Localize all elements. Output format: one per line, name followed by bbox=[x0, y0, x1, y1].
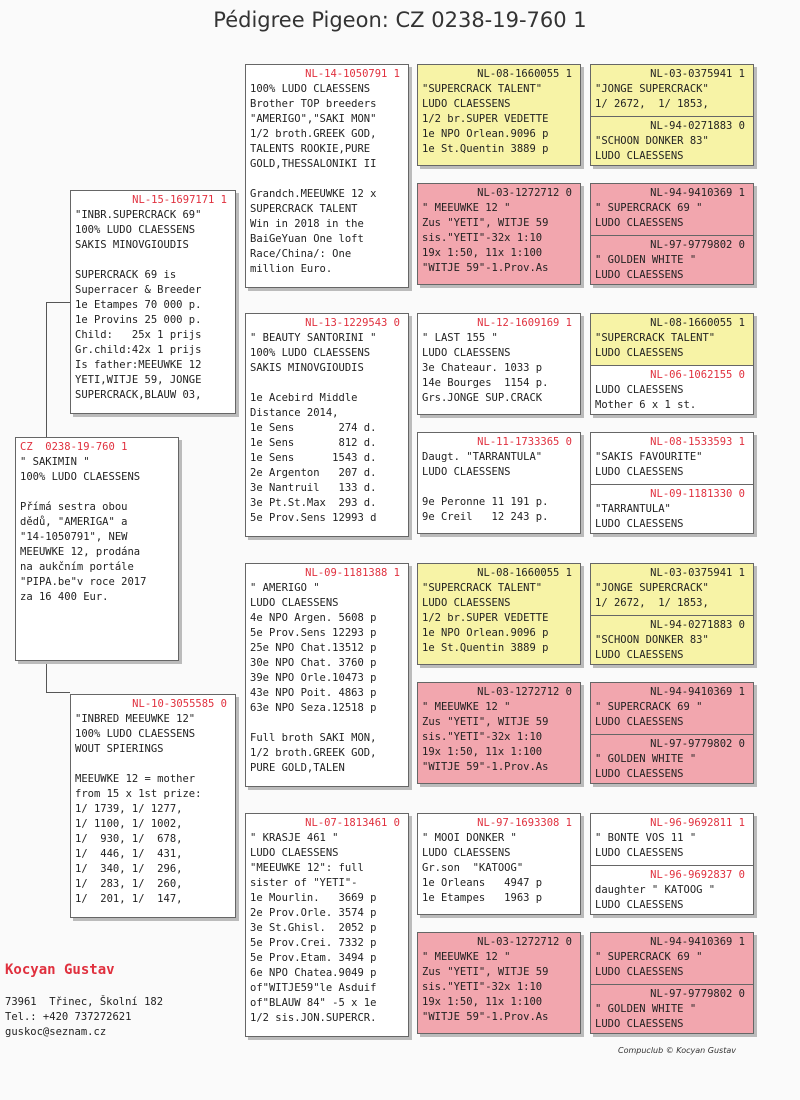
pigeon-detail-line: Superracer & Breeder bbox=[75, 284, 202, 296]
pigeon-detail-line: 43e NPO Poit. 4863 p bbox=[250, 687, 377, 699]
pigeon-detail-line: TALENTS ROOKIE,PURE bbox=[250, 143, 371, 155]
pigeon-detail-line: 1e Sens 274 d. bbox=[250, 422, 377, 434]
pigeon-detail-line: 1e Orleans 4947 p bbox=[422, 877, 543, 889]
pigeon-detail-line: Full broth SAKI MON, bbox=[250, 732, 377, 744]
pigeon-detail-line: "WITJE 59"-1.Prov.As bbox=[422, 761, 549, 773]
pigeon-detail-line: Grs.JONGE SUP.CRACK bbox=[422, 392, 543, 404]
pigeon-detail-line: LUDO CLAESSENS bbox=[595, 649, 684, 661]
owner-name: Kocyan Gustav bbox=[5, 962, 115, 978]
pigeon-detail-line: YETI,WITJE 59, JONGE bbox=[75, 374, 202, 386]
pigeon-detail-line: 1e Sens 1543 d. bbox=[250, 452, 377, 464]
pigeon-detail-line: 1/ 2672, 1/ 1853, bbox=[595, 98, 709, 110]
pigeon-detail-line: LUDO CLAESSENS bbox=[595, 150, 684, 162]
pigeon-ring-number: NL-96-9692811 1 bbox=[650, 817, 745, 829]
pigeon-card-g4-8 bbox=[591, 564, 753, 615]
pigeon-card-g4-7 bbox=[591, 484, 753, 534]
pigeon-detail-line: 1/2 broth.GREEK GOD, bbox=[250, 128, 377, 140]
pigeon-detail-line: "SUPERCRACK TALENT" bbox=[595, 332, 716, 344]
pigeon-detail-line: 19x 1:50, 11x 1:100 bbox=[422, 746, 543, 758]
pigeon-detail-line: 1e St.Quentin 3889 p bbox=[422, 143, 549, 155]
pigeon-detail-line: "SCHOON DONKER 83" bbox=[595, 634, 709, 646]
pigeon-details bbox=[595, 831, 749, 861]
pigeon-detail-line: Child: 25x 1 prijs bbox=[75, 329, 202, 341]
pigeon-pair-7 bbox=[590, 932, 754, 1034]
pigeon-detail-line: "SUPERCRACK TALENT" bbox=[422, 582, 543, 594]
pigeon-detail-line: " BONTE VOS 11 " bbox=[595, 832, 697, 844]
pigeon-detail-line: Mother 6 x 1 st. bbox=[595, 399, 697, 411]
pigeon-ring-number: NL-94-9410369 1 bbox=[650, 686, 745, 698]
pigeon-card-g4-6 bbox=[591, 433, 753, 484]
pigeon-detail-line: 5e Prov.Crei. 7332 p bbox=[250, 937, 377, 949]
pigeon-ring-number: NL-97-9779802 0 bbox=[650, 738, 745, 750]
pigeon-detail-line: 1/2 br.SUPER VEDETTE bbox=[422, 612, 549, 624]
pigeon-details bbox=[595, 331, 749, 361]
pigeon-detail-line: " MEEUWKE 12 " bbox=[422, 701, 511, 713]
pigeon-details bbox=[75, 712, 231, 907]
owner-email: guskoc@seznam.cz bbox=[5, 1026, 107, 1038]
pigeon-detail-line: 9e Peronne 11 191 p. bbox=[422, 496, 549, 508]
pigeon-card-mm bbox=[245, 813, 409, 1037]
pigeon-detail-line: 100% LUDO CLAESSENS bbox=[20, 471, 141, 483]
pigeon-details bbox=[422, 201, 576, 276]
pigeon-pair-0 bbox=[590, 64, 754, 166]
pigeon-card-g4-1 bbox=[591, 116, 753, 166]
pigeon-detail-line: LUDO CLAESSENS bbox=[250, 597, 339, 609]
pigeon-detail-line bbox=[250, 716, 404, 731]
pigeon-detail-line: 3e St.Ghisl. 2052 p bbox=[250, 922, 377, 934]
pigeon-detail-line: 1/ 201, 1/ 147, bbox=[75, 893, 183, 905]
pigeon-details bbox=[422, 950, 576, 1025]
pigeon-detail-line: 1e Etampes 70 000 p. bbox=[75, 299, 202, 311]
pigeon-detail-line: LUDO CLAESSENS bbox=[250, 847, 339, 859]
pigeon-detail-line: Zus "YETI", WITJE 59 bbox=[422, 716, 549, 728]
pigeon-card-g3-3 bbox=[417, 432, 581, 534]
pigeon-detail-line: "INBRED MEEUWKE 12" bbox=[75, 713, 196, 725]
pigeon-detail-line: LUDO CLAESSENS bbox=[595, 518, 684, 530]
pigeon-details bbox=[595, 1002, 749, 1032]
pigeon-detail-line: SAKIS MINOVGIOUDIS bbox=[250, 362, 364, 374]
pigeon-card-g4-13 bbox=[591, 865, 753, 915]
pigeon-ring-number: NL-08-1660055 1 bbox=[477, 567, 572, 579]
pigeon-detail-line: daughter " KATOOG " bbox=[595, 884, 716, 896]
pigeon-detail-line: "14-1050791", NEW bbox=[20, 531, 128, 543]
pigeon-ring-number: NL-03-1272712 0 bbox=[477, 936, 572, 948]
pigeon-detail-line: 1e NPO Orlean.9096 p bbox=[422, 627, 549, 639]
pigeon-details bbox=[250, 581, 404, 776]
pigeon-detail-line: LUDO CLAESSENS bbox=[595, 899, 684, 911]
pigeon-detail-line bbox=[75, 253, 231, 268]
pigeon-detail-line: 2e Argenton 207 d. bbox=[250, 467, 377, 479]
pigeon-detail-line: LUDO CLAESSENS bbox=[595, 716, 684, 728]
pigeon-detail-line: SUPERCRACK TALENT bbox=[250, 203, 358, 215]
pigeon-details bbox=[595, 134, 749, 164]
pigeon-details bbox=[595, 383, 749, 413]
pigeon-ring-number: NL-13-1229543 0 bbox=[305, 317, 400, 329]
pigeon-detail-line: " SUPERCRACK 69 " bbox=[595, 951, 703, 963]
pigeon-detail-line: "SUPERCRACK TALENT" bbox=[422, 83, 543, 95]
pigeon-detail-line: 3e Chateaur. 1033 p bbox=[422, 362, 543, 374]
pigeon-detail-line: 5e Prov.Sens 12293 p bbox=[250, 627, 377, 639]
pigeon-card-g4-4 bbox=[591, 314, 753, 365]
pigeon-card-g3-7 bbox=[417, 932, 581, 1034]
pigeon-pair-6 bbox=[590, 813, 754, 915]
pigeon-ring-number: NL-08-1660055 1 bbox=[477, 68, 572, 80]
pigeon-detail-line: 6e NPO Chatea.9049 p bbox=[250, 967, 377, 979]
pigeon-card-mf bbox=[245, 563, 409, 787]
pigeon-detail-line: SAKIS MINOVGIOUDIS bbox=[75, 239, 189, 251]
pigeon-detail-line: " LAST 155 " bbox=[422, 332, 498, 344]
pigeon-detail-line: LUDO CLAESSENS bbox=[595, 347, 684, 359]
pigeon-detail-line: LUDO CLAESSENS bbox=[595, 384, 684, 396]
pigeon-detail-line bbox=[75, 757, 231, 772]
pigeon-detail-line: PURE GOLD,TALEN bbox=[250, 762, 345, 774]
pigeon-card-g3-4 bbox=[417, 563, 581, 665]
pigeon-detail-line: 1e NPO Orlean.9096 p bbox=[422, 128, 549, 140]
pigeon-details bbox=[250, 831, 404, 1026]
pigeon-detail-line: LUDO CLAESSENS bbox=[422, 98, 511, 110]
pigeon-detail-line: Is father:MEEUWKE 12 bbox=[75, 359, 202, 371]
pigeon-ring-number: NL-11-1733365 0 bbox=[477, 436, 572, 448]
pigeon-detail-line: 5e Prov.Sens 12993 d bbox=[250, 512, 377, 524]
pigeon-card-ff bbox=[245, 64, 409, 288]
pigeon-detail-line: " GOLDEN WHITE " bbox=[595, 753, 697, 765]
pigeon-detail-line: 2e Prov.Orle. 3574 p bbox=[250, 907, 377, 919]
pigeon-detail-line: WOUT SPIERINGS bbox=[75, 743, 164, 755]
pigeon-detail-line: 1e Sens 812 d. bbox=[250, 437, 377, 449]
pigeon-ring-number: NL-94-0271883 0 bbox=[650, 120, 745, 132]
pigeon-detail-line: " AMERIGO " bbox=[250, 582, 320, 594]
pigeon-detail-line: " GOLDEN WHITE " bbox=[595, 1003, 697, 1015]
owner-phone: Tel.: +420 737272621 bbox=[5, 1011, 132, 1023]
pigeon-card-g3-2 bbox=[417, 313, 581, 415]
pigeon-details bbox=[250, 82, 404, 277]
page-title: Pédigree Pigeon: CZ 0238-19-760 1 bbox=[213, 8, 587, 32]
pigeon-detail-line: "INBR.SUPERCRACK 69" bbox=[75, 209, 202, 221]
pigeon-detail-line: " SUPERCRACK 69 " bbox=[595, 701, 703, 713]
pigeon-detail-line: Win in 2018 in the bbox=[250, 218, 364, 230]
pigeon-detail-line: GOLD,THESSALONIKI II bbox=[250, 158, 377, 170]
pigeon-detail-line bbox=[422, 480, 576, 495]
pigeon-detail-line: LUDO CLAESSENS bbox=[595, 217, 684, 229]
pigeon-ring-number: CZ 0238-19-760 1 bbox=[20, 441, 128, 453]
pigeon-detail-line: 19x 1:50, 11x 1:100 bbox=[422, 247, 543, 259]
pigeon-detail-line: "WITJE 59"-1.Prov.As bbox=[422, 1011, 549, 1023]
pigeon-detail-line: BaiGeYuan One loft bbox=[250, 233, 364, 245]
pigeon-detail-line: from 15 x 1st prize: bbox=[75, 788, 202, 800]
pigeon-ring-number: NL-96-9692837 0 bbox=[650, 869, 745, 881]
pigeon-detail-line: " KRASJE 461 " bbox=[250, 832, 339, 844]
pigeon-detail-line: Race/China/: One bbox=[250, 248, 352, 260]
pigeon-detail-line: LUDO CLAESSENS bbox=[422, 847, 511, 859]
pigeon-card-father bbox=[70, 190, 236, 414]
pigeon-detail-line: 1e St.Quentin 3889 p bbox=[422, 642, 549, 654]
pigeon-ring-number: NL-09-1181330 0 bbox=[650, 488, 745, 500]
pigeon-detail-line: "SCHOON DONKER 83" bbox=[595, 135, 709, 147]
pigeon-ring-number: NL-97-9779802 0 bbox=[650, 239, 745, 251]
pigeon-card-g3-6 bbox=[417, 813, 581, 915]
pigeon-detail-line: 25e NPO Chat.13512 p bbox=[250, 642, 377, 654]
pigeon-detail-line: MEEUWKE 12, prodána bbox=[20, 546, 141, 558]
pigeon-card-g4-0 bbox=[591, 65, 753, 116]
pigeon-detail-line: LUDO CLAESSENS bbox=[595, 269, 684, 281]
pigeon-detail-line: Přímá sestra obou bbox=[20, 501, 128, 513]
owner-contact bbox=[5, 995, 163, 1040]
pigeon-details bbox=[595, 581, 749, 611]
pigeon-card-g4-15 bbox=[591, 984, 753, 1034]
pigeon-detail-line: LUDO CLAESSENS bbox=[422, 466, 511, 478]
pigeon-details bbox=[595, 752, 749, 782]
pigeon-ring-number: NL-10-3055585 0 bbox=[132, 698, 227, 710]
pigeon-ring-number: NL-97-9779802 0 bbox=[650, 988, 745, 1000]
pigeon-detail-line: 1e Acebird Middle bbox=[250, 392, 358, 404]
pigeon-details bbox=[422, 581, 576, 656]
pigeon-detail-line: 1/ 2672, 1/ 1853, bbox=[595, 597, 709, 609]
pigeon-detail-line: Distance 2014, bbox=[250, 407, 339, 419]
pigeon-card-g3-0 bbox=[417, 64, 581, 166]
pigeon-detail-line bbox=[250, 172, 404, 187]
pigeon-detail-line: 1e Mourlin. 3669 p bbox=[250, 892, 377, 904]
pigeon-detail-line: 5e Prov.Etam. 3494 p bbox=[250, 952, 377, 964]
pigeon-detail-line: 1/ 1100, 1/ 1002, bbox=[75, 818, 183, 830]
pigeon-detail-line: " MEEUWKE 12 " bbox=[422, 202, 511, 214]
pigeon-detail-line bbox=[250, 376, 404, 391]
pigeon-detail-line: 1/ 340, 1/ 296, bbox=[75, 863, 183, 875]
pigeon-ring-number: NL-03-1272712 0 bbox=[477, 686, 572, 698]
pigeon-ring-number: NL-14-1050791 1 bbox=[305, 68, 400, 80]
pigeon-ring-number: NL-07-1813461 0 bbox=[305, 817, 400, 829]
pigeon-detail-line: 1/ 446, 1/ 431, bbox=[75, 848, 183, 860]
pigeon-details bbox=[422, 450, 576, 525]
pigeon-detail-line: 1/ 1739, 1/ 1277, bbox=[75, 803, 183, 815]
pigeon-card-g4-14 bbox=[591, 933, 753, 984]
pigeon-detail-line: SUPERCRACK 69 is bbox=[75, 269, 177, 281]
pigeon-detail-line: dědů, "AMERIGA" a bbox=[20, 516, 128, 528]
pigeon-ring-number: NL-15-1697171 1 bbox=[132, 194, 227, 206]
pigeon-detail-line: "AMERIGO","SAKI MON" bbox=[250, 113, 377, 125]
pigeon-detail-line: " SUPERCRACK 69 " bbox=[595, 202, 703, 214]
pigeon-ring-number: NL-06-1062155 0 bbox=[650, 369, 745, 381]
pigeon-card-g3-1 bbox=[417, 183, 581, 285]
pigeon-detail-line: "JONGE SUPERCRACK" bbox=[595, 83, 709, 95]
pigeon-ring-number: NL-94-9410369 1 bbox=[650, 936, 745, 948]
pigeon-detail-line: of"BLAUW 84" -5 x 1e bbox=[250, 997, 377, 1009]
pigeon-detail-line: 1e Etampes 1963 p bbox=[422, 892, 543, 904]
pigeon-detail-line: "WITJE 59"-1.Prov.As bbox=[422, 262, 549, 274]
pigeon-details bbox=[595, 502, 749, 532]
pigeon-detail-line: Brother TOP breeders bbox=[250, 98, 377, 110]
pigeon-card-g4-11 bbox=[591, 734, 753, 784]
pigeon-details bbox=[250, 331, 404, 526]
pigeon-detail-line: LUDO CLAESSENS bbox=[422, 597, 511, 609]
pigeon-detail-line: 1/2 sis.JON.SUPERCR. bbox=[250, 1012, 377, 1024]
pigeon-detail-line: LUDO CLAESSENS bbox=[595, 466, 684, 478]
pigeon-detail-line: sis."YETI"-32x 1:10 bbox=[422, 731, 543, 743]
pigeon-detail-line: LUDO CLAESSENS bbox=[595, 847, 684, 859]
pigeon-details bbox=[422, 700, 576, 775]
pigeon-detail-line: LUDO CLAESSENS bbox=[595, 966, 684, 978]
pigeon-card-g4-12 bbox=[591, 814, 753, 865]
pigeon-detail-line: 1e Provins 25 000 p. bbox=[75, 314, 202, 326]
pigeon-detail-line: MEEUWKE 12 = mother bbox=[75, 773, 196, 785]
pigeon-detail-line: 100% LUDO CLAESSENS bbox=[75, 224, 196, 236]
pigeon-detail-line: 100% LUDO CLAESSENS bbox=[250, 347, 371, 359]
pigeon-details bbox=[422, 331, 576, 406]
pigeon-detail-line: Zus "YETI", WITJE 59 bbox=[422, 217, 549, 229]
pigeon-pair-4 bbox=[590, 563, 754, 665]
pigeon-ring-number: NL-08-1533593 1 bbox=[650, 436, 745, 448]
pigeon-details bbox=[595, 201, 749, 231]
pigeon-ring-number: NL-03-0375941 1 bbox=[650, 567, 745, 579]
pigeon-detail-line: "MEEUWKE 12": full bbox=[250, 862, 364, 874]
pigeon-details bbox=[20, 455, 174, 605]
pigeon-detail-line: " GOLDEN WHITE " bbox=[595, 254, 697, 266]
pigeon-card-g4-2 bbox=[591, 184, 753, 235]
pigeon-detail-line: LUDO CLAESSENS bbox=[595, 1018, 684, 1030]
pigeon-detail-line: of"WITJE59"le Asduif bbox=[250, 982, 377, 994]
pigeon-detail-line: "PIPA.be"v roce 2017 bbox=[20, 576, 147, 588]
pigeon-pair-3 bbox=[590, 432, 754, 534]
pigeon-details bbox=[422, 831, 576, 906]
pigeon-detail-line: sister of "YETI"- bbox=[250, 877, 358, 889]
pigeon-ring-number: NL-94-0271883 0 bbox=[650, 619, 745, 631]
pigeon-pair-5 bbox=[590, 682, 754, 784]
pigeon-detail-line: "JONGE SUPERCRACK" bbox=[595, 582, 709, 594]
pigeon-detail-line: sis."YETI"-32x 1:10 bbox=[422, 981, 543, 993]
pigeon-detail-line: million Euro. bbox=[250, 263, 333, 275]
pigeon-ring-number: NL-12-1609169 1 bbox=[477, 317, 572, 329]
connector-father bbox=[46, 302, 70, 303]
pigeon-detail-line: 3e Pt.St.Max 293 d. bbox=[250, 497, 377, 509]
pigeon-details bbox=[595, 700, 749, 730]
pigeon-detail-line: 63e NPO Seza.12518 p bbox=[250, 702, 377, 714]
pigeon-card-g4-5 bbox=[591, 365, 753, 415]
pigeon-detail-line: 4e NPO Argen. 5608 p bbox=[250, 612, 377, 624]
pigeon-detail-line: "TARRANTULA" bbox=[595, 503, 671, 515]
pigeon-detail-line: 1/ 930, 1/ 678, bbox=[75, 833, 183, 845]
pigeon-detail-line: " MOOI DONKER " bbox=[422, 832, 517, 844]
pigeon-detail-line: 9e Creil 12 243 p. bbox=[422, 511, 549, 523]
pigeon-detail-line: sis."YETI"-32x 1:10 bbox=[422, 232, 543, 244]
pigeon-details bbox=[595, 450, 749, 480]
pigeon-card-mother bbox=[70, 694, 236, 918]
pigeon-details bbox=[595, 253, 749, 283]
pigeon-details bbox=[595, 883, 749, 913]
pigeon-details bbox=[595, 633, 749, 663]
pigeon-detail-line: 30e NPO Chat. 3760 p bbox=[250, 657, 377, 669]
connector-mother bbox=[46, 692, 70, 693]
pigeon-ring-number: NL-03-1272712 0 bbox=[477, 187, 572, 199]
pigeon-detail-line: LUDO CLAESSENS bbox=[595, 768, 684, 780]
pigeon-details bbox=[422, 82, 576, 157]
pigeon-card-g3-5 bbox=[417, 682, 581, 784]
pigeon-detail-line: 14e Bourges 1154 p. bbox=[422, 377, 549, 389]
pigeon-details bbox=[75, 208, 231, 403]
pigeon-card-g4-10 bbox=[591, 683, 753, 734]
pigeon-detail-line: za 16 400 Eur. bbox=[20, 591, 109, 603]
pigeon-detail-line: 39e NPO Orle.10473 p bbox=[250, 672, 377, 684]
pigeon-detail-line: na aukčním portále bbox=[20, 561, 134, 573]
pigeon-detail-line: 1/ 283, 1/ 260, bbox=[75, 878, 183, 890]
pigeon-detail-line: SUPERCRACK,BLAUW 03, bbox=[75, 389, 202, 401]
pigeon-detail-line: Grandch.MEEUWKE 12 x bbox=[250, 188, 377, 200]
pigeon-detail-line: Gr.son "KATOOG" bbox=[422, 862, 524, 874]
pigeon-ring-number: NL-97-1693308 1 bbox=[477, 817, 572, 829]
pigeon-detail-line: LUDO CLAESSENS bbox=[422, 347, 511, 359]
pigeon-detail-line: 19x 1:50, 11x 1:100 bbox=[422, 996, 543, 1008]
pigeon-detail-line: Zus "YETI", WITJE 59 bbox=[422, 966, 549, 978]
pigeon-ring-number: NL-08-1660055 1 bbox=[650, 317, 745, 329]
owner-address: 73961 Třinec, Školní 182 bbox=[5, 996, 164, 1008]
pigeon-detail-line: "SAKIS FAVOURITE" bbox=[595, 451, 703, 463]
pigeon-detail-line: " BEAUTY SANTORINI " bbox=[250, 332, 377, 344]
pigeon-detail-line: 3e Nantruil 133 d. bbox=[250, 482, 377, 494]
pigeon-card-fm bbox=[245, 313, 409, 537]
pigeon-details bbox=[595, 82, 749, 112]
pigeon-ring-number: NL-94-9410369 1 bbox=[650, 187, 745, 199]
pigeon-card-main bbox=[15, 437, 179, 661]
pigeon-detail-line bbox=[20, 485, 174, 500]
pigeon-detail-line: 1/2 broth.GREEK GOD, bbox=[250, 747, 377, 759]
pigeon-details bbox=[595, 950, 749, 980]
pigeon-detail-line: " MEEUWKE 12 " bbox=[422, 951, 511, 963]
pigeon-pair-1 bbox=[590, 183, 754, 285]
pigeon-detail-line: Gr.child:42x 1 prijs bbox=[75, 344, 202, 356]
pigeon-pair-2 bbox=[590, 313, 754, 415]
pigeon-detail-line: 100% LUDO CLAESSENS bbox=[75, 728, 196, 740]
pigeon-detail-line: 1/2 br.SUPER VEDETTE bbox=[422, 113, 549, 125]
pigeon-detail-line: Daugt. "TARRANTULA" bbox=[422, 451, 543, 463]
pigeon-card-g4-3 bbox=[591, 235, 753, 285]
pigeon-ring-number: NL-09-1181388 1 bbox=[305, 567, 400, 579]
pigeon-ring-number: NL-03-0375941 1 bbox=[650, 68, 745, 80]
pigeon-card-g4-9 bbox=[591, 615, 753, 665]
footer-credit: Compuclub © Kocyan Gustav bbox=[618, 1046, 736, 1055]
pigeon-detail-line: 100% LUDO CLAESSENS bbox=[250, 83, 371, 95]
pigeon-detail-line: " SAKIMIN " bbox=[20, 456, 90, 468]
